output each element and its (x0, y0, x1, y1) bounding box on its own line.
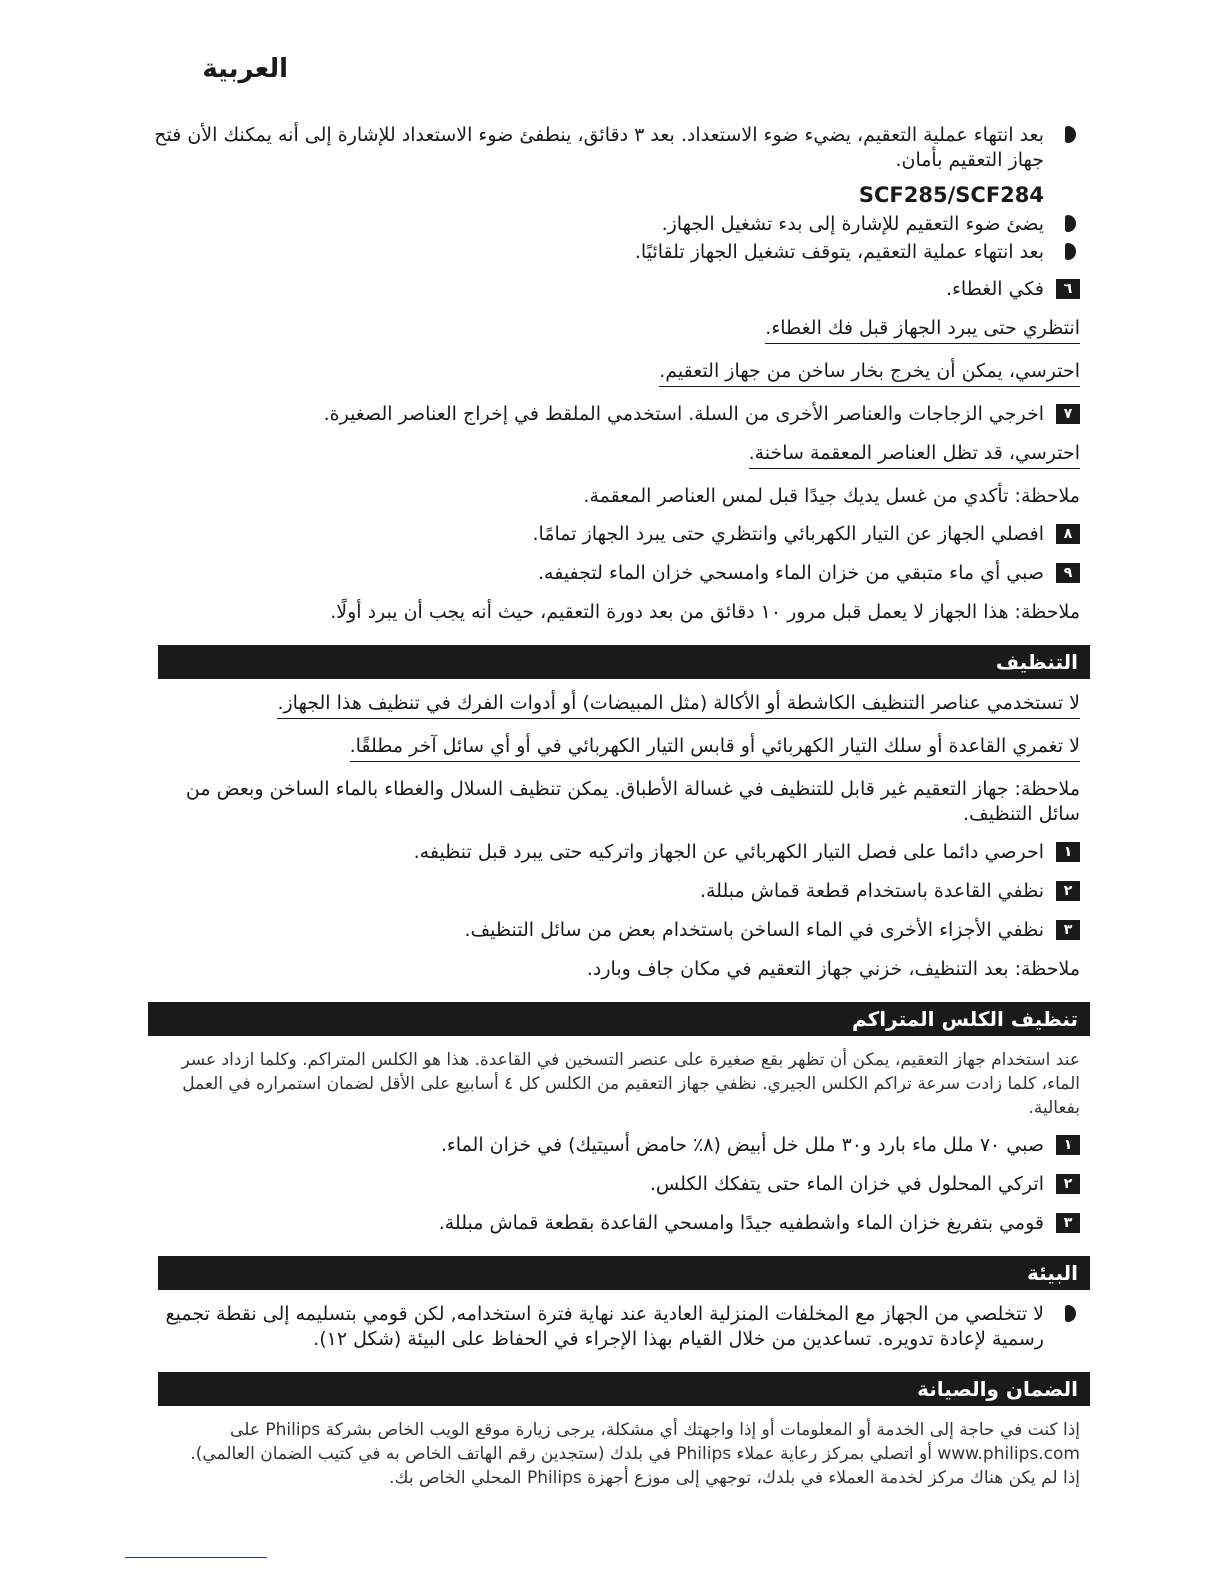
cleaning-step-3 (146, 918, 1080, 943)
warning-line (146, 734, 1080, 762)
step-number: ٦ (1056, 279, 1080, 299)
note-text: ملاحظة: هذا الجهاز لا يعمل قبل مرور ١٠ دقائق من بعد دورة التعقيم، حيث أنه يجب أن يبرد أولًا. (330, 601, 1080, 623)
step-number: ١ (1056, 1135, 1080, 1155)
step-number: ٧ (1056, 404, 1080, 424)
step-text: نظفي القاعدة باستخدام قطعة قماش مبللة. (699, 880, 1044, 902)
step-text: اخرجي الزجاجات والعناصر الأخرى من السلة. استخدمي الملقط في إخراج العناصر الصغيرة. (323, 403, 1044, 425)
step-number: ٢ (1056, 881, 1080, 901)
model-heading: SCF285/SCF284 (858, 183, 1044, 207)
bullet-icon (1065, 243, 1076, 260)
step-number: ٢ (1056, 1174, 1080, 1194)
section-heading-descaling: تنظيف الكلس المتراكم (148, 1002, 1090, 1036)
footer-rule (125, 1557, 267, 1558)
language-title: العربية (202, 54, 288, 84)
step-text: نظفي الأجزاء الأخرى في الماء الساخن باستخدام بعض من سائل التنظيف. (464, 919, 1044, 941)
step-8 (146, 522, 1080, 547)
bullet-icon (1065, 126, 1076, 143)
warning-text: لا تغمري القاعدة أو سلك التيار الكهربائي أو قابس التيار الكهربائي في أو أي سائل آخر مطلقًا. (350, 734, 1080, 762)
descaling-intro: عند استخدام جهاز التعقيم، يمكن أن تظهر بقع صغيرة على عنصر التسخين في القاعدة. هذا هو الكلس المتراكم. وكلما ازداد عسر الماء، كلما زادت سرعة تراكم الكلس الجيري. نظفي جهاز التعقيم من الكلس كل ٤ أسابيع على الأقل لضمان استمراره في العمل بفعالية. (181, 1050, 1080, 1118)
bullet-item (146, 240, 1080, 265)
section-heading-cleaning: التنظيف (158, 645, 1090, 679)
bullet-item (146, 212, 1080, 237)
page-content (146, 123, 1080, 1490)
warning-line (146, 316, 1080, 344)
guarantee-text: إذا كنت في حاجة إلى الخدمة أو المعلومات أو إذا واجهتك أي مشكلة، يرجى زيارة موقع الويب الخاص بشركة Philips على www.philips.com أو اتصلي بمركز رعاية عملاء Philips في بلدك (ستجدين رقم الهاتف الخاص به في كتيب الضمان العالمي). (190, 1420, 1080, 1464)
step-number: ٣ (1056, 920, 1080, 940)
bullet-text: بعد انتهاء عملية التعقيم، يضيء ضوء الاستعداد. بعد ٣ دقائق، ينطفئ ضوء الاستعداد للإشارة إلى أنه يمكنك الأن فتح جهاز التعقيم بأمان. (154, 124, 1044, 171)
warning-line (146, 441, 1080, 469)
guarantee-text: إذا لم يكن هناك مركز لخدمة العملاء في بلدك، توجهي إلى موزع أجهزة Philips المحلي الخاص بك. (389, 1468, 1080, 1488)
bullet-item (146, 1302, 1080, 1352)
step-number: ٩ (1056, 563, 1080, 583)
step-text: احرصي دائما على فصل التيار الكهربائي عن الجهاز واتركيه حتى يبرد قبل تنظيفه. (413, 841, 1044, 863)
step-text: صبي أي ماء متبقي من خزان الماء وامسحي خزان الماء لتجفيفه. (537, 562, 1044, 584)
section-heading-guarantee: الضمان والصيانة (158, 1372, 1090, 1406)
note-text: ملاحظة: تأكدي من غسل يديك جيدًا قبل لمس العناصر المعقمة. (583, 485, 1080, 507)
descaling-step-2 (146, 1172, 1080, 1197)
descaling-step-3 (146, 1211, 1080, 1236)
warning-line (146, 691, 1080, 719)
step-7 (146, 402, 1080, 427)
warning-text: انتظري حتى يبرد الجهاز قبل فك الغطاء. (765, 316, 1080, 344)
warning-line (146, 359, 1080, 387)
descaling-step-1 (146, 1133, 1080, 1158)
bullet-icon (1065, 215, 1076, 232)
step-text: صبي ٧٠ ملل ماء بارد و٣٠ ملل خل أبيض (٨٪ حامض أسيتيك) في خزان الماء. (440, 1134, 1044, 1156)
bullet-text: لا تتخلصي من الجهاز مع المخلفات المنزلية العادية عند نهاية فترة استخدامه, لكن قومي بتسليمه إلى نقطة تجميع رسمية لإعادة تدويره. تساعدين من خلال القيام بهذا الإجراء في الحفاظ على البيئة (شكل ١٢). (165, 1303, 1044, 1350)
step-text: اتركي المحلول في خزان الماء حتى يتفكك الكلس. (649, 1173, 1044, 1195)
step-number: ٨ (1056, 524, 1080, 544)
cleaning-step-2 (146, 879, 1080, 904)
step-number: ١ (1056, 842, 1080, 862)
note-text: ملاحظة: جهاز التعقيم غير قابل للتنظيف في غسالة الأطباق. يمكن تنظيف السلال والغطاء بالماء الساخن وبعض من سائل التنظيف. (185, 778, 1080, 825)
step-text: فكي الغطاء. (945, 278, 1044, 300)
warning-text: احترسي، يمكن أن يخرج بخار ساخن من جهاز التعقيم. (659, 359, 1080, 387)
step-text: افصلي الجهاز عن التيار الكهربائي وانتظري حتى يبرد الجهاز تمامًا. (532, 523, 1044, 545)
step-6 (146, 277, 1080, 302)
bullet-item (146, 123, 1080, 173)
section-heading-environment: البيئة (158, 1256, 1090, 1290)
warning-text: احترسي، قد تظل العناصر المعقمة ساخنة. (749, 441, 1080, 469)
step-text: قومي بتفريغ خزان الماء واشطفيه جيدًا وامسحي القاعدة بقطعة قماش مبللة. (438, 1212, 1044, 1234)
model-bullets (146, 212, 1080, 265)
step-9 (146, 561, 1080, 586)
bullet-text: يضئ ضوء التعقيم للإشارة إلى بدء تشغيل الجهاز. (661, 213, 1044, 235)
cleaning-step-1 (146, 840, 1080, 865)
bullet-icon (1065, 1305, 1076, 1322)
bullet-text: بعد انتهاء عملية التعقيم، يتوقف تشغيل الجهاز تلقائيًا. (634, 241, 1044, 263)
warning-text: لا تستخدمي عناصر التنظيف الكاشطة أو الأكالة (مثل المبيضات) أو أدوات الفرك في تنظيف هذا الجهاز. (277, 691, 1080, 719)
step-number: ٣ (1056, 1213, 1080, 1233)
note-text: ملاحظة: بعد التنظيف، خزني جهاز التعقيم في مكان جاف وبارد. (586, 958, 1080, 980)
